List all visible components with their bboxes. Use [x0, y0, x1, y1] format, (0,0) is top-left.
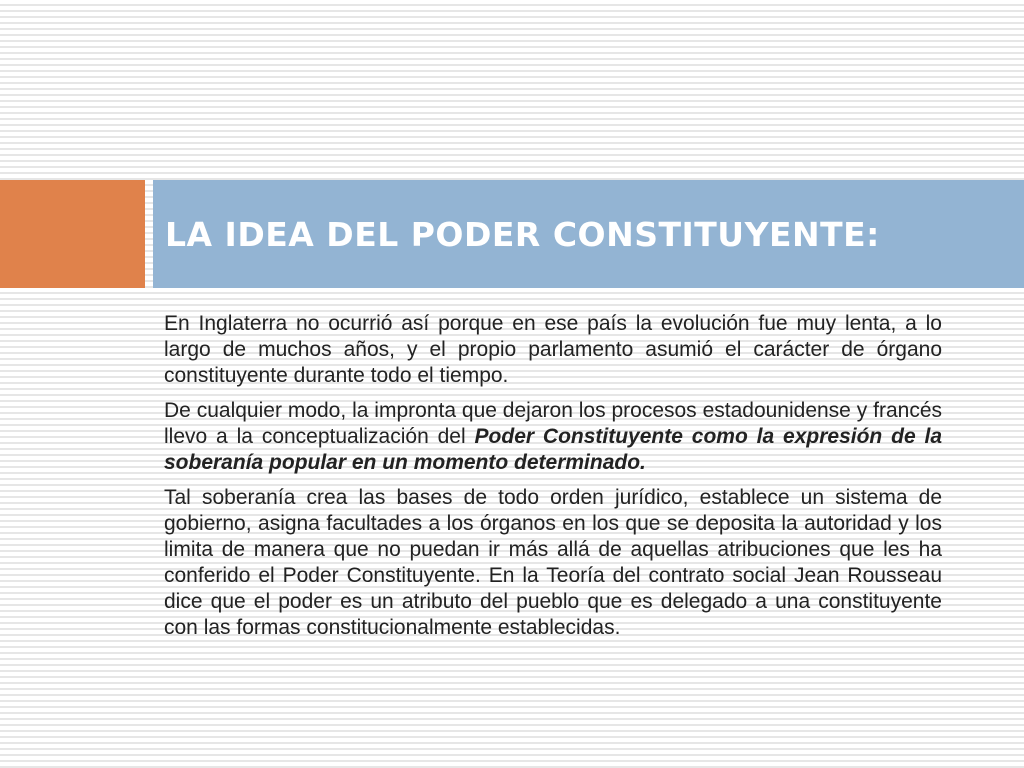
paragraph-2-emphasis: Poder Constituyente como la expresión de la soberanía popular en un momento determinado.	[164, 425, 943, 474]
slide-body	[164, 311, 942, 650]
paragraph-1-text: En Inglaterra no ocurrió así porque en ese país la evolución fue muy lenta, a lo largo de muchos años, y el propio parlamento asumió el carácter de órgano constituyente durante todo el tiempo.	[164, 312, 942, 387]
paragraph-2-text: De cualquier modo, la impronta que dejaron los procesos estadounidense y francés llevo a la conceptualización del	[164, 399, 942, 448]
accent-block	[0, 180, 145, 288]
paragraph-3-text: Tal soberanía crea las bases de todo orden jurídico, establece un sistema de gobierno, asigna facultades a los órganos en los que se deposita la autoridad y los limita de manera que no puedan ir más allá de aquellas atribuciones que les ha conferido el Poder Constituyente. En la Teoría del contrato social Jean Rousseau dice que el poder es un atributo del pueblo que es delegado a una constituyente con las formas constitucionalmente establecidas.	[164, 486, 942, 639]
title-bar	[153, 180, 1024, 288]
paragraph-2	[164, 398, 942, 476]
paragraph-3	[164, 485, 942, 641]
paragraph-1	[164, 311, 942, 389]
slide-title: LA IDEA DEL PODER CONSTITUYENTE:	[165, 214, 880, 254]
